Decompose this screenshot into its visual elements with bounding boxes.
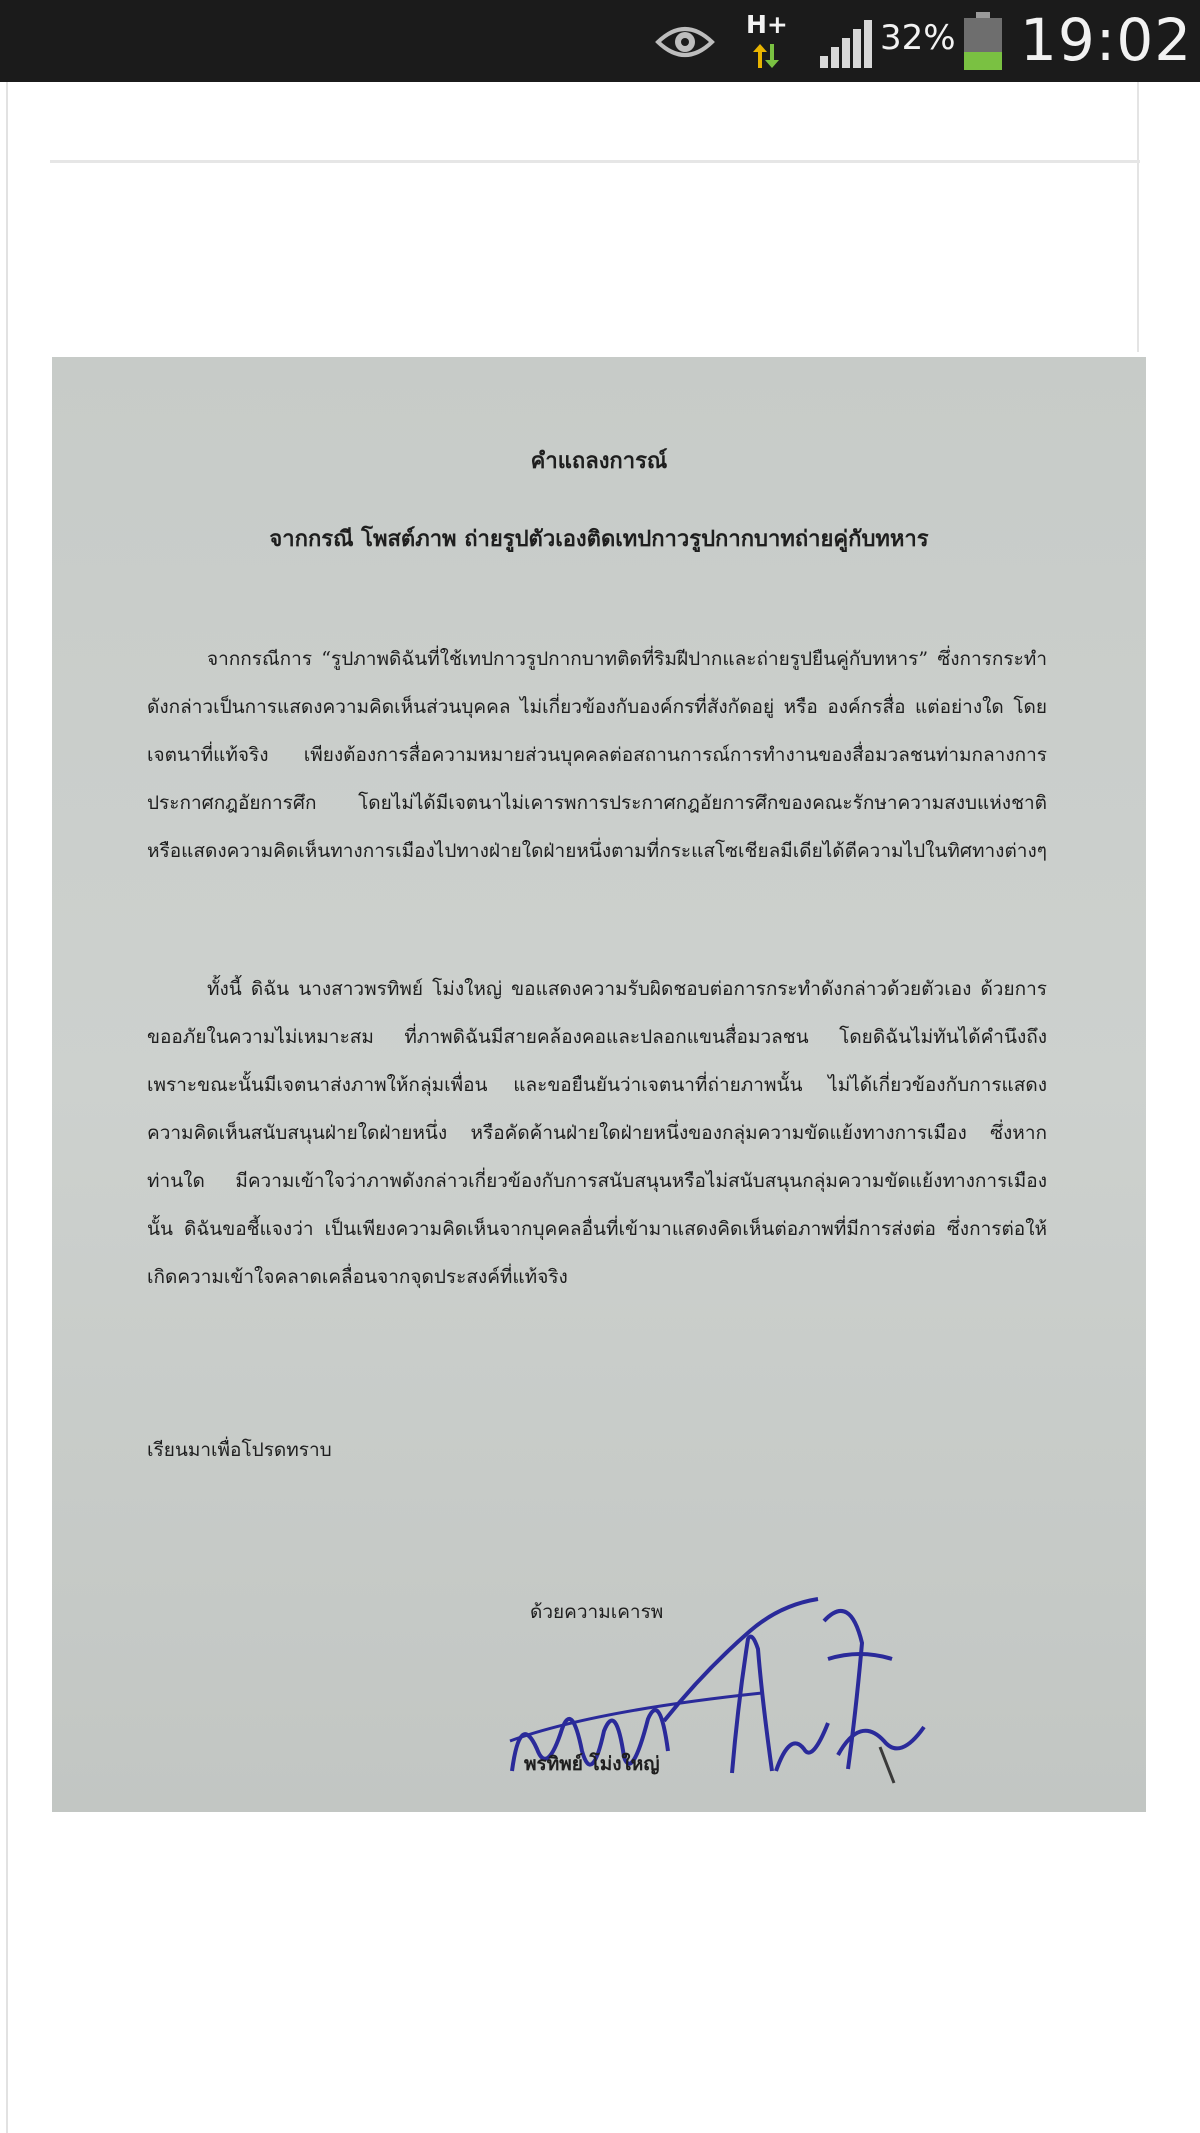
statement-closing: เรียนมาเพื่อโปรดทราบ [147,1439,332,1461]
statement-paragraph [147,965,1047,1301]
signer-name: พรทิพย์ โม่งใหญ่ [524,1753,660,1775]
battery-percent: 32% [880,18,956,58]
frame-right-border [1137,82,1139,352]
frame-left-border [6,82,8,2133]
battery-icon [962,12,1004,72]
clock: 19:02 [1020,6,1193,74]
network-indicator [742,10,792,72]
statement-regards: ด้วยความเคารพ [530,1601,664,1623]
data-arrows-icon [750,42,780,70]
header-divider [50,160,1140,163]
statement-paragraph [147,635,1047,875]
paragraph-text: ทั้งนี้ ดิฉัน นางสาวพรทิพย์ โม่งใหญ่ ขอแสดงความรับผิดชอบต่อการกระทำดังกล่าวด้วยตัวเอง ด้วยการขออภัยในความไม่เหมาะสม ที่ภาพดิฉันมีสายคล้องคอและปลอกแขนสื่อมวลชน โดยดิฉันไม่ทันได้คำนึงถึง เพราะขณะนั้นมีเจตนาส่งภาพให้กลุ่มเพื่อน และขอยืนยันว่าเจตนาที่ถ่ายภาพนั้น ไม่ได้เกี่ยวข้องกับการแสดงความคิดเห็นสนับสนุนฝ่ายใดฝ่ายหนึ่ง หรือคัดค้านฝ่ายใดฝ่ายหนึ่งของกลุ่มความขัดแย้งทางการเมือง ซึ่งหากท่านใด มีความเข้าใจว่าภาพดังกล่าวเกี่ยวข้องกับการสนับสนุนหรือไม่สนับสนุนกลุ่มความขัดแย้งทางการเมืองนั้น ดิฉันขอชี้แจงว่า เป็นเพียงความคิดเห็นจากบุคคลอื่นที่เข้ามาแสดงคิดเห็นต่อภาพที่มีการส่งต่อ ซึ่งการต่อให้เกิดความเข้าใจคลาดเคลื่อนจากจุดประสงค์ที่แท้จริง [147,978,1047,1288]
statement-subtitle: จากกรณี โพสต์ภาพ ถ่ายรูปตัวเองติดเทปกาวรูปกากบาทถ่ายคู่กับทหาร [269,526,929,552]
status-bar [0,0,1200,82]
paragraph-text: จากกรณีการ “รูปภาพดิฉันที่ใช้เทปกาวรูปกากบาทติดที่ริมฝีปากและถ่ายรูปยืนคู่กับทหาร” ซึ่งการกระทำดังกล่าวเป็นการแสดงความคิดเห็นส่วนบุคคล ไม่เกี่ยวข้องกับองค์กรที่สังกัดอยู่ หรือ องค์กรสื่อ แต่อย่างใด โดยเจตนาที่แท้จริง เพียงต้องการสื่อความหมายส่วนบุคคลต่อสถานการณ์การทำงานของสื่อมวลชนท่ามกลางการประกาศกฎอัยการศึก โดยไม่ได้มีเจตนาไม่เคารพการประกาศกฎอัยการศึกของคณะรักษาความสงบแห่งชาติ หรือแสดงความคิดเห็นทางการเมืองไปทางฝ่ายใดฝ่ายหนึ่งตามที่กระแสโซเชียลมีเดียได้ตีความไปในทิศทางต่างๆ [147,648,1047,862]
statement-photo[interactable] [52,357,1146,1812]
signal-icon [818,18,874,70]
eye-icon [655,20,715,64]
statement-title: คำแถลงการณ์ [530,448,668,474]
network-type-label: H+ [746,10,788,39]
